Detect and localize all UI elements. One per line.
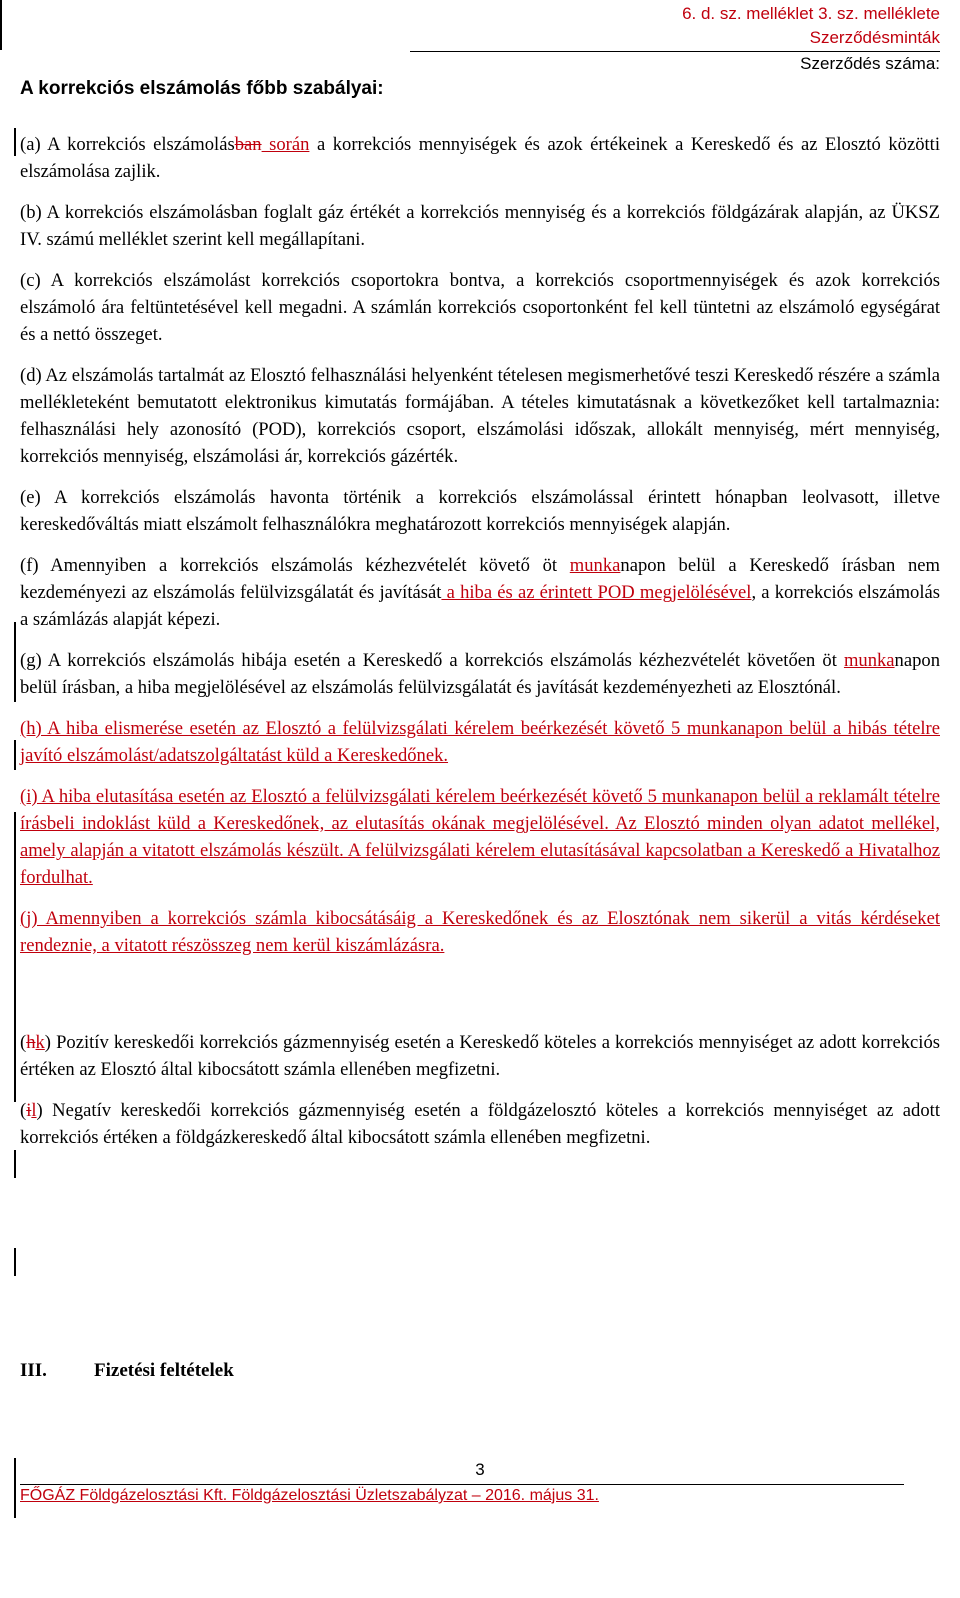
header-annex-ref: 6. d. sz. melléklet 3. sz. melléklete: [682, 4, 940, 23]
revision-bar: [14, 740, 16, 770]
paren-open: (: [20, 1100, 27, 1121]
paragraph-l-text: ) Negatív kereskedői korrekciós gázmennyiség esetén a földgázelosztó köteles a korrekciós mennyiséget az adott korrekciós értéken a földgázkereskedő által kibocsátott számla ellenében megfizetni.: [20, 1100, 940, 1148]
paragraph-f-text-end: , a korrekciós elszámolás a számlázás alapját képezi.: [20, 582, 940, 630]
paragraph-i: (i) A hiba elutasítása esetén az Elosztó a felülvizsgálati kérelem beérkezését követő 5 munkanapon belül a reklamált tételre írásbeli indoklást küld a Kereskedőnek, az elutasítás okának megjelölésével. Az Elosztó minden olyan adatot mellékel, amely alapján a vitatott elszámolás készült. A felülvizsgálati kérelem elutasításával kapcsolatban a Kereskedő a Hivatalhoz fordulhat.: [20, 786, 940, 888]
paragraph-k: [20, 1029, 940, 1083]
inserted-text: k: [35, 1032, 45, 1053]
footer-rule: [20, 1484, 904, 1485]
paragraph-f-text-middle: napon belül a Kereskedő írásban nem kezdeményezi az elszámolás felülvizsgálatát és javítását: [20, 555, 940, 603]
paragraph-j: (j) Amennyiben a korrekciós számla kibocsátásáig a Kereskedőnek és az Elosztónak nem sikerül a vitás kérdéseket rendeznie, a vitatott részösszeg nem kerül kiszámlázásra.: [20, 908, 940, 956]
revision-bar: [14, 1150, 16, 1178]
header-contract-number: Szerződés száma:: [800, 54, 940, 73]
paragraph-a: [20, 131, 940, 185]
paragraph-g-text-start: (g) A korrekciós elszámolás hibája esetén a Kereskedő a korrekciós elszámolás kézhezvételét követően öt: [20, 650, 844, 671]
page-corner-mark: [0, 0, 2, 50]
page-title: A korrekciós elszámolás főbb szabályai:: [20, 78, 384, 99]
paragraph-c: (c) A korrekciós elszámolást korrekciós csoportokra bontva, a korrekciós csoportmennyiségek és azok korrekciós elszámoló ára feltüntetésével kell megadni. A számlán korrekciós csoportonként fel kell tüntetni az elszámoló egységárat és a nettó összeget.: [20, 270, 940, 345]
inserted-text: munka: [843, 650, 895, 671]
paragraph-f-text-start: (f) Amennyiben a korrekciós elszámolás kézhezvételét követő öt: [20, 555, 570, 576]
revision-bar: [14, 812, 16, 1102]
header-contract-templates: Szerződésminták: [809, 28, 940, 47]
paragraph-g-text-end: napon belül írásban, a hiba megjelölésével az elszámolás felülvizsgálatát és javítását kezdeményezheti az Elosztónál.: [20, 650, 940, 698]
inserted-text: munka: [569, 555, 621, 576]
paragraph-f: [20, 552, 940, 633]
footer-text: FŐGÁZ Földgázelosztási Kft. Földgázelosztási Üzletszabályzat – 2016. május 31.: [20, 1487, 599, 1504]
rules-body: [20, 131, 940, 1165]
section-title: Fizetési feltételek: [94, 1360, 234, 1381]
inserted-text: során: [261, 134, 310, 155]
paragraph-l: [20, 1097, 940, 1151]
blank-spacer: [20, 973, 940, 1015]
deleted-text: i: [26, 1100, 32, 1121]
deleted-text: h: [26, 1032, 36, 1053]
revision-bar: [14, 1248, 16, 1276]
section-heading: [20, 1360, 234, 1382]
revision-bar: [14, 128, 16, 156]
section-number: III.: [20, 1360, 47, 1381]
paragraph-d: (d) Az elszámolás tartalmát az Elosztó felhasználási helyenként tételesen megismerhetővé teszi Kereskedő részére a számla mellékleteként bemutatott elektronikus kimutatás formájában. A tételes kimutatásnak a következőket kell tartalmaznia: felhasználási hely azonosító (POD), korrekciós csoport, elszámolási időszak, allokált mennyiség, mért mennyiség, korrekciós mennyiség, elszámolási ár, korrekciós gázérték.: [20, 365, 940, 467]
paragraph-a-text-start: (a) A korrekciós elszámolás: [20, 134, 235, 155]
revision-bar: [14, 622, 16, 702]
paragraph-g: [20, 647, 940, 701]
paragraph-h: (h) A hiba elismerése esetén az Elosztó a felülvizsgálati kérelem beérkezését követő 5 munkanapon belül a hibás tételre javító elszámolást/adatszolgáltatást küld a Kereskedőnek.: [20, 718, 940, 766]
inserted-text: l: [31, 1100, 37, 1121]
paragraph-e: (e) A korrekciós elszámolás havonta történik a korrekciós elszámolással érintett hónapban leolvasott, illetve kereskedőváltás miatt elszámolt felhasználókra meghatározott korrekciós mennyiségek alapján.: [20, 487, 940, 535]
paragraph-k-text: ) Pozitív kereskedői korrekciós gázmennyiség esetén a Kereskedő köteles a korrekciós mennyiséget az adott korrekciós értéken az Elosztó által kibocsátott számla ellenében megfizetni.: [20, 1032, 940, 1080]
header-rule: [410, 51, 940, 52]
paragraph-b: (b) A korrekciós elszámolásban foglalt gáz értékét a korrekciós mennyiség és a korrekciós földgázárak alapján, az ÜKSZ IV. számú melléklet szerint kell megállapítani.: [20, 202, 940, 250]
deleted-text: ban: [234, 134, 262, 155]
paragraph-a-text-end: a korrekciós mennyiségek és azok értékeinek a Kereskedő és az Elosztó közötti elszámolása zajlik.: [20, 134, 940, 182]
inserted-text: a hiba és az érintett POD megjelölésével: [441, 582, 752, 603]
paren-open: (: [20, 1032, 27, 1053]
page-number: 3: [475, 1460, 485, 1479]
